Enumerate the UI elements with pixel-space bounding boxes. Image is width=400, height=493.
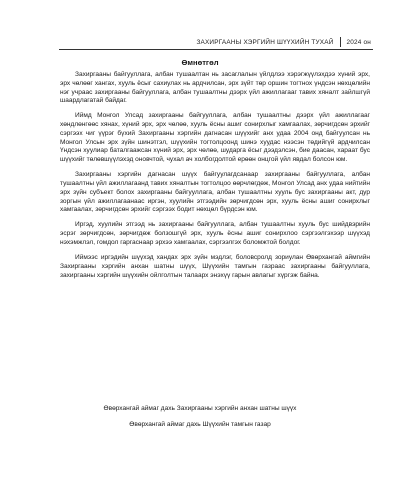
running-title: ЗАХИРГААНЫ ХЭРГИЙН ШҮҮХИЙН ТУХАЙ xyxy=(196,38,334,46)
header-year: 2024 он xyxy=(346,38,371,46)
signature-office: Өвөрхангай аймаг дахь Шүүхийн тамгын газар xyxy=(129,421,271,428)
header-rule xyxy=(59,49,373,50)
paragraph-3: Захиргааны хэргийн дагнасан шүүх байгуулагдсанаар захиргааны байгууллага, албан тушаалтны үйл ажиллагаанд тавих хяналтын тогтолцоо өөрчлөгдөж, Монгол Улсад анх удаа нийтийн эрх зүйн субъект болох захиргааны байгууллага, албан тушаалтны хууль бус захиргааны акт, дур зоргын үйл ажиллагаанаас иргэн, хуулийн этгээдийн зөрчигдсөн эрх, хууль ёсны ашиг сонирхлыг хамгаалах, зөрчигдсөн эрхийг сэргээх бодит нөхцөл бүрдсэн юм. xyxy=(60,171,370,214)
body-text xyxy=(60,71,370,287)
paragraph-2: Иймд Монгол Улсад захиргааны байгууллага, албан тушаалтны дээрх үйл ажиллагааг хөндлөнгөөс хянах, хүний эрх, эрх чөлөө, хууль ёсны ашиг сонирхлыг хамгаалах, зөрчигдсөн эрхийг сэргээх чиг үүрэг бүхий Захиргааны хэргийн дагнасан шүүхийг анх удаа 2004 онд байгуулсан нь Монгол Улсын эрх зүйн шинэтгэл, шүүхийн тогтолцоонд шинэ хуудас нээсэн төдийгүй ардчилсан Үндсэн хуулиар баталгаажсан хүний эрх, эрх чөлөө, шударга ёсыг дээдэлсэн, бие даасан, хараат бус шүүхийг төлөвшүүлэхэд оновчтой, чухал ач холбогдолтой ерөөн онцгой үйл явдал болсон юм. xyxy=(60,112,370,164)
section-title: Өмнөтгөл xyxy=(181,58,219,67)
paragraph-4: Иргэд, хуулийн этгээд нь захиргааны байгууллага, албан тушаалтны хууль бус шийдвэрийн эсрэг зөрчигдсөн, зөрчигдөж болзошгүй эрх, хууль ёсны ашиг сонирхлоо сэргээлгэхээр шүүхэд нэхэмжлэл, гомдол гаргаснаар эрхээ хамгаалах, сэргээлгэх боломжтой болдог. xyxy=(60,221,370,246)
paragraph-5: Иймээс иргэдийн шүүхэд хандах эрх зүйн мэдлэг, боловсролд зориулан Өвөрхангай аймгийн Захиргааны хэргийн анхан шатны шүүх, Шүүхийн тамгын газраас захиргааны байгууллага, захиргааны хэргийн шүүхийн ойлголтын талаарх энэхүү гарын авлагыг хүргэж байна. xyxy=(60,254,370,279)
paragraph-1: Захиргааны байгууллага, албан тушаалтан нь засаглалын үйлдлээ хэрэгжүүлэхдээ хүний эрх, эрх чөлөөг хангах, хууль ёсыг сахиулах нь ардчилсан, эрх зүйт төр оршин тогтнох үндсэн нөхцөлийн нэг учраас захиргааны байгууллага, албан тушаалтны дээрх үйл ажиллагааг тавих хяналт зайлшгүй шаардлагатай байдаг. xyxy=(60,71,370,105)
running-header xyxy=(60,37,371,47)
signature-court: Өвөрхангай аймаг дахь Захиргааны хэргийн анхан шатны шүүх xyxy=(103,405,297,412)
header-separator xyxy=(340,37,341,47)
